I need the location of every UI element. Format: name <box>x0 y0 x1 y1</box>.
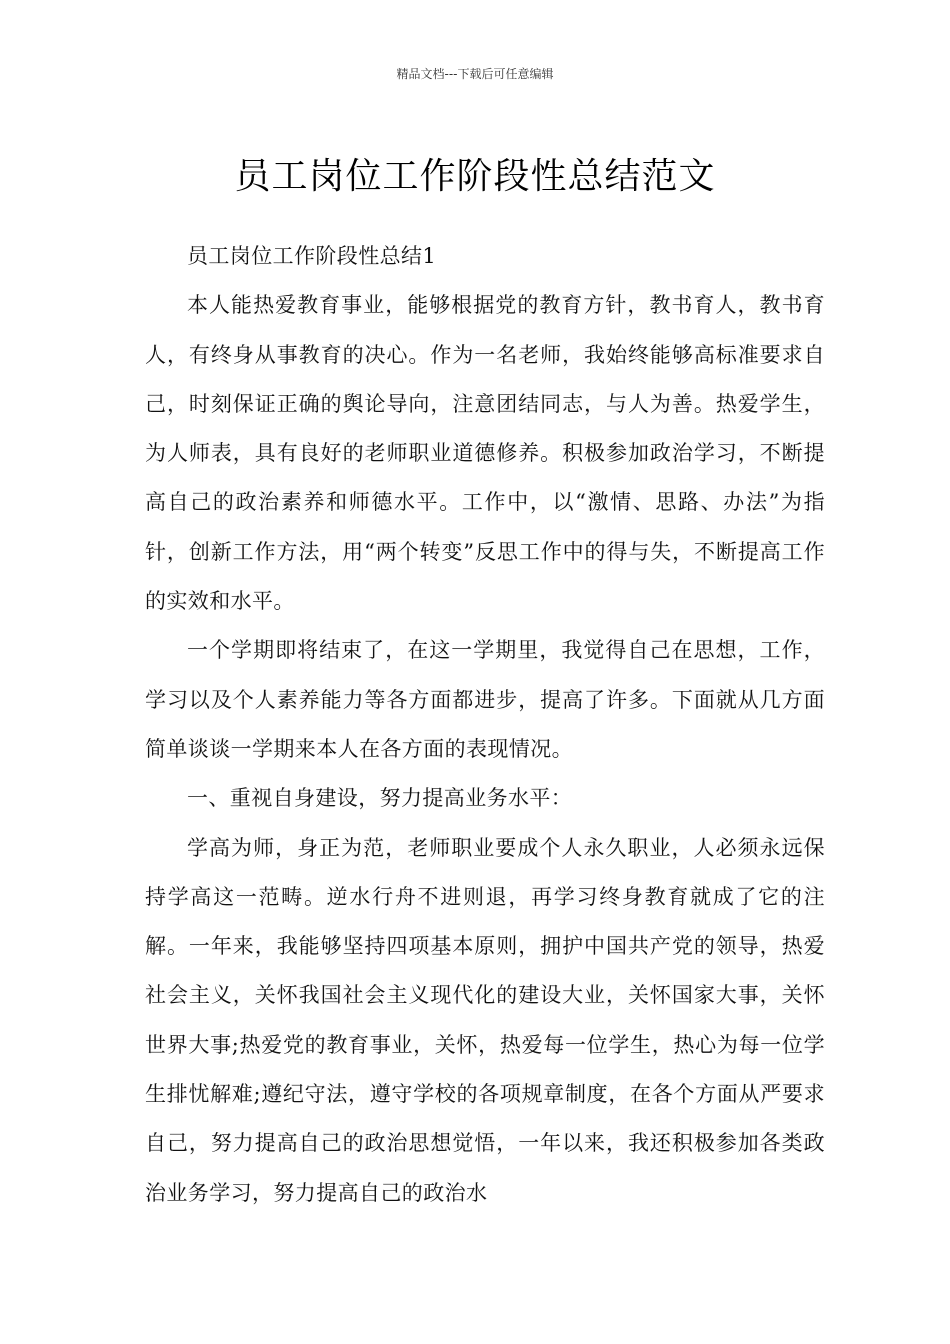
body-paragraph: 本人能热爱教育事业，能够根据党的教育方针，教书育人，教书育人，有终身从事教育的决心。作为一名老师，我始终能够高标准要求自己，时刻保证正确的舆论导向，注意团结同志，与人为善。热爱学生，为人师表，具有良好的老师职业道德修养。积极参加政治学习，不断提高自己的政治素养和师德水平。工作中，以“激情、思路、办法”为指针，创新工作方法，用“两个转变”反思工作中的得与失，不断提高工作的实效和水平。 <box>145 293 825 614</box>
header-note: 精品文档---下载后可任意编辑 <box>396 67 554 81</box>
body-paragraph: 一个学期即将结束了，在这一学期里，我觉得自己在思想，工作，学习以及个人素养能力等各方面都进步，提高了许多。下面就从几方面简单谈谈一学期来本人在各方面的表现情况。 <box>145 638 825 761</box>
body-paragraph: 学高为师，身正为范，老师职业要成个人永久职业，人必须永远保持学高这一范畴。逆水行舟不进则退，再学习终身教育就成了它的注解。一年来，我能够坚持四项基本原则，拥护中国共产党的领导，热爱社会主义，关怀我国社会主义现代化的建设大业，关怀国家大事，关怀世界大事;热爱党的教育事业，关怀，热爱每一位学生，热心为每一位学生排忧解难;遵纪守法，遵守学校的各项规章制度，在各个方面从严要求自己，努力提高自己的政治思想觉悟，一年以来，我还积极参加各类政治业务学习，努力提高自己的政治水 <box>145 835 825 1205</box>
section-heading: 员工岗位工作阶段性总结1 <box>187 244 437 268</box>
section-subheading: 一、重视自身建设，努力提高业务水平： <box>187 786 573 811</box>
document-body <box>145 232 825 1218</box>
document-title: 员工岗位工作阶段性总结范文 <box>234 156 716 198</box>
